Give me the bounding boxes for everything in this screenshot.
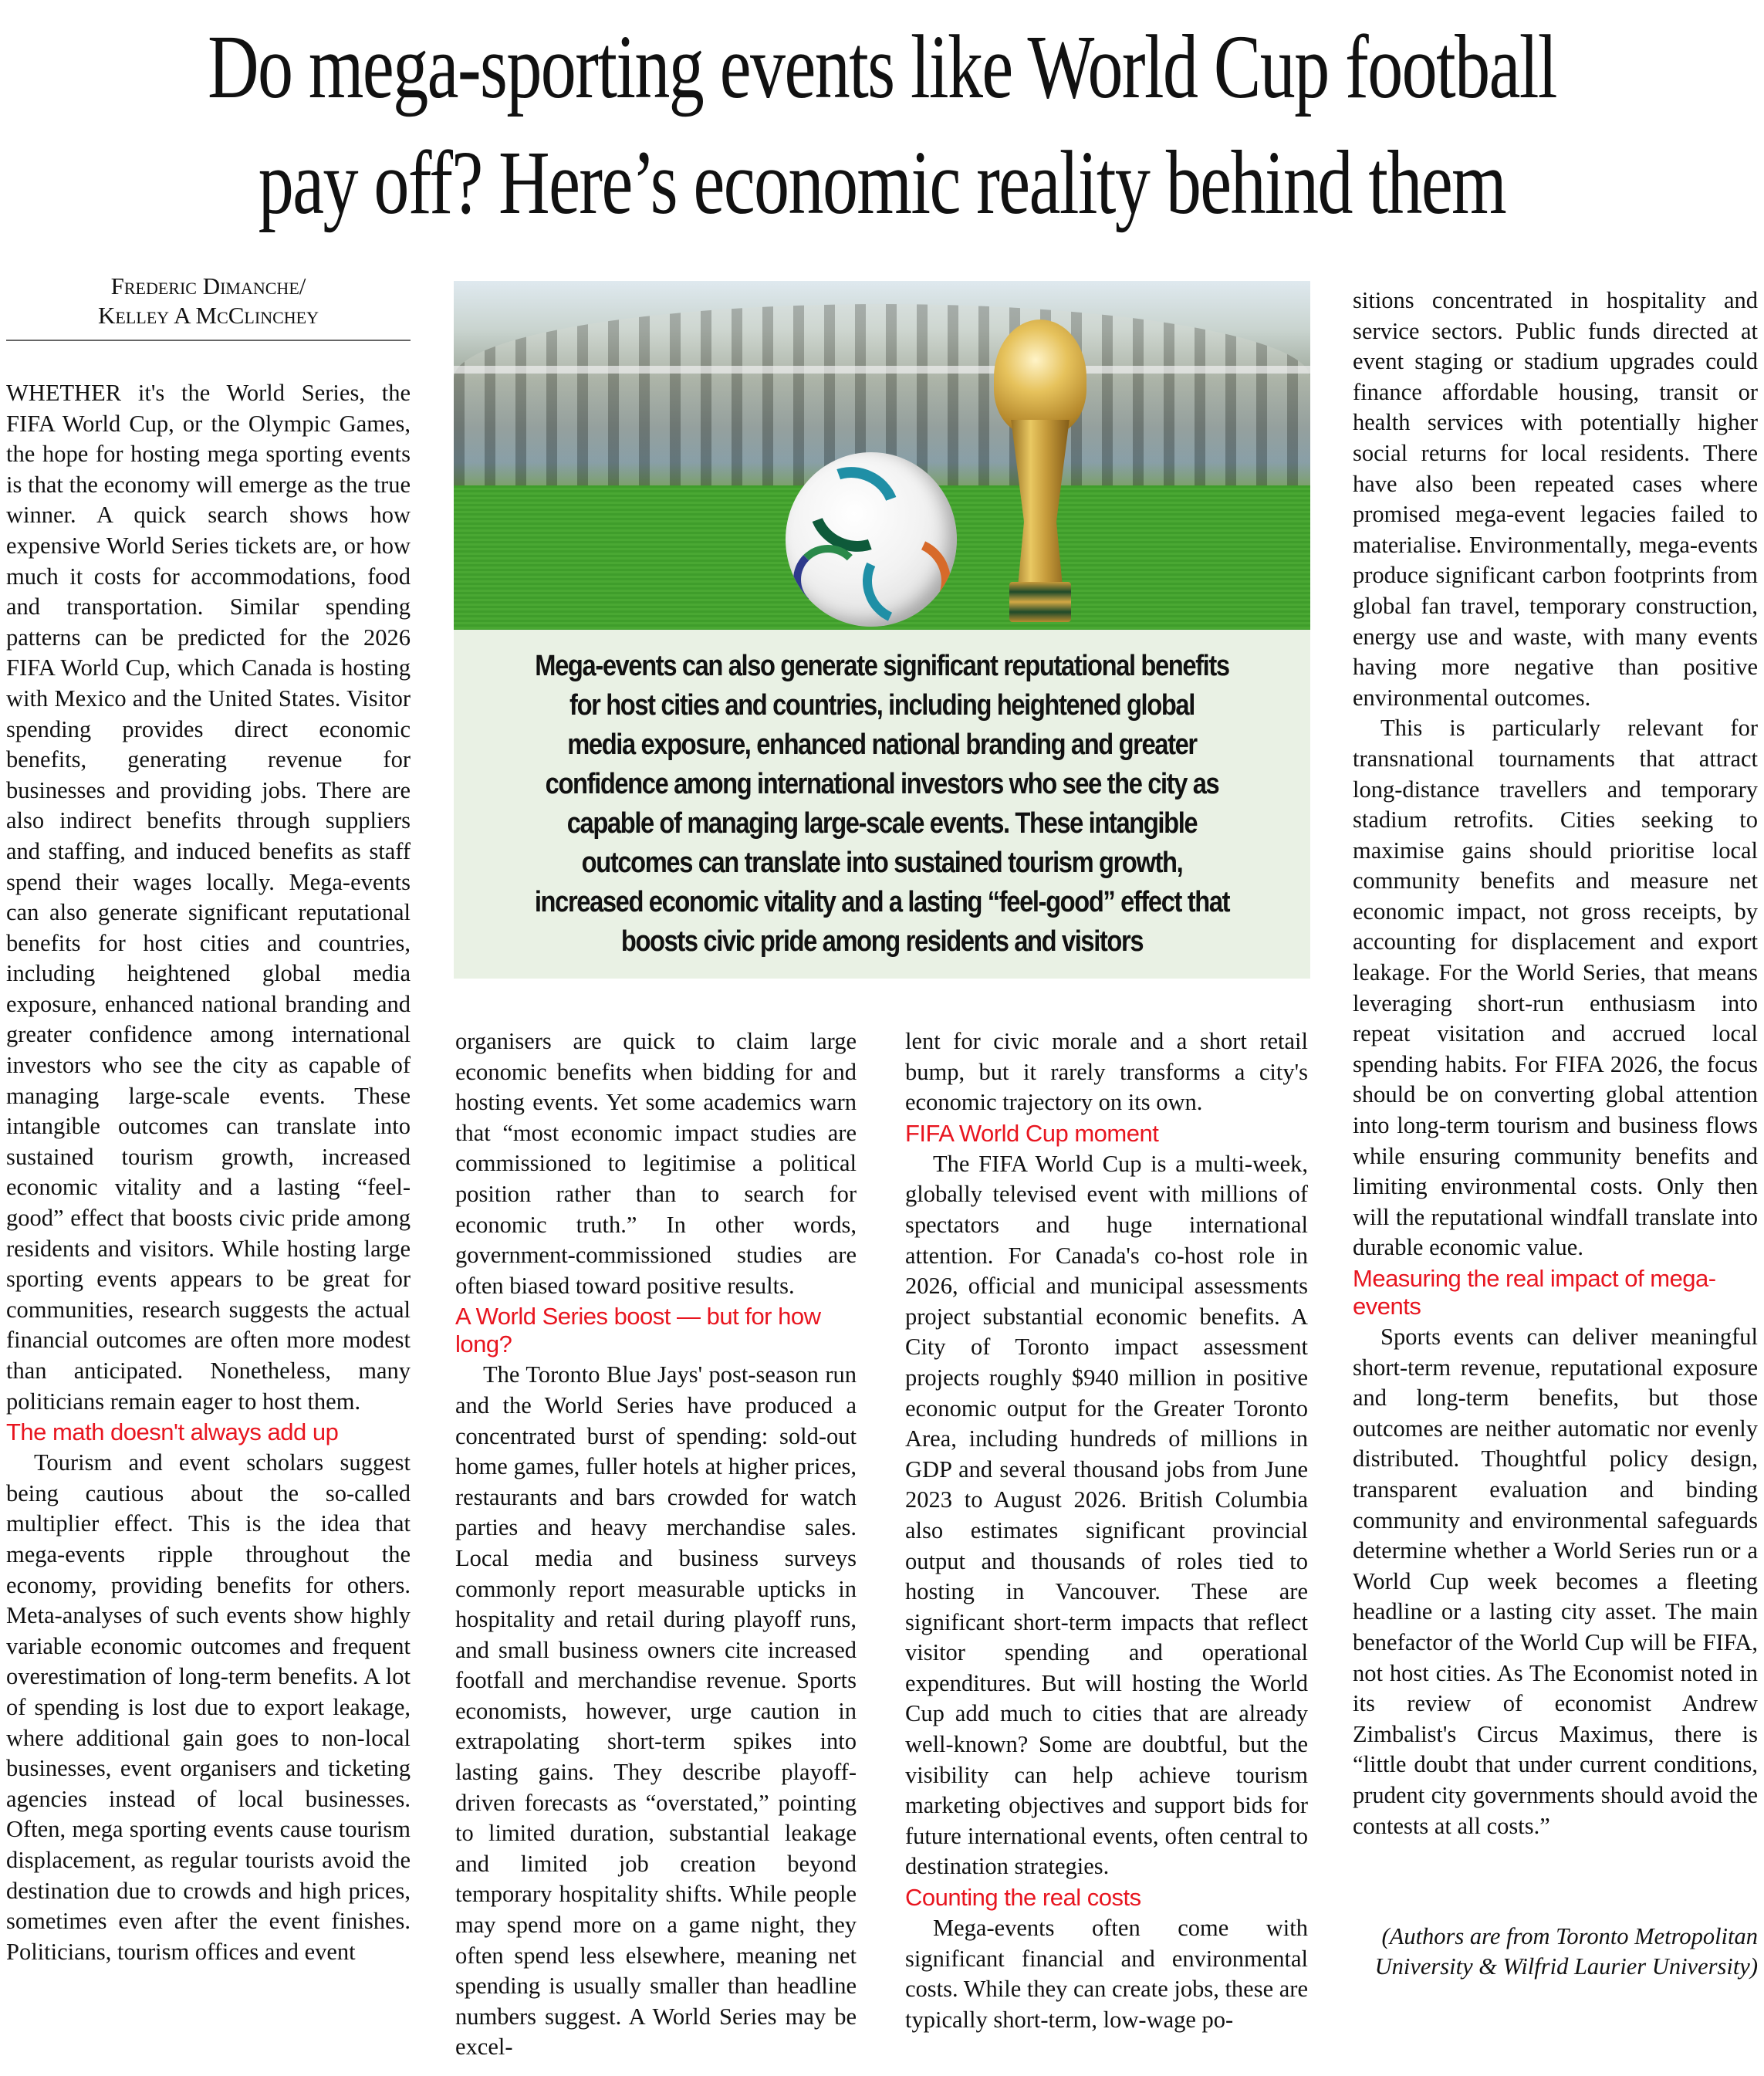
paragraph: This is particularly relevant for transnational tournaments that attract long-distance travellers and temporary stadium retrofits. Cities seeking to maximise gains should prioritise local community benefits and measure net economic impact, not gross receipts, by accounting for displacement and export leakage. For the World Series, that means leveraging short-run enthusiasm into repeat visitation and accrued local spending habits. For FIFA 2026, the focus should be on converting global attention into long-term tourism and business flows while ensuring community benefits and limiting environmental costs. Only then will the reputational windfall translate into durable economic value. [1353, 715, 1758, 1261]
article-photo [454, 281, 1310, 630]
author-note: (Authors are from Toronto Metropolitan University & Wilfrid Laurier University) [1374, 1923, 1758, 1980]
author-1: Frederic Dimanche/ [110, 272, 306, 299]
article-headline [0, 0, 1764, 262]
world-cup-trophy-icon [986, 320, 1094, 628]
subhead-world-series: A World Series boost — but for how long? [455, 1303, 821, 1358]
paragraph: The FIFA World Cup is a multi-week, globally televised event with millions of spectators and huge international attention. For Canada's co-host role in 2026, official and municipal assessments project substantial economic benefits. A City of Toronto impact assessment projects roughly $940 million in positive economic output for the Greater Toronto Area, including hundreds of millions in GDP and several thousand jobs from June 2023 to August 2026. British Columbia also estimates significant provincial output and thousands of roles tied to hosting in Vancouver. These are significant short-term impacts that reflect visitor spending and operational expenditures. But will hosting the World Cup add much to cities that are already well-known? Some are doubtful, but the visibility can help achieve tourism marketing objectives and support bids for future international events, often central to destination strategies. [905, 1150, 1308, 1880]
subhead-math: The math doesn't always add up [6, 1418, 339, 1446]
headline-line-2: pay off? Here’s economic reality behind them [258, 132, 1506, 233]
column-2 [455, 1026, 857, 2063]
football-icon [786, 452, 957, 627]
subhead-costs: Counting the real costs [905, 1884, 1141, 1912]
subhead-fifa: FIFA World Cup moment [905, 1119, 1159, 1147]
column-3 [905, 1026, 1308, 2035]
paragraph: Tourism and event scholars suggest being cautious about the so-called multiplier effect. This is the idea that mega-events ripple throughout the economy, providing benefits for others. Meta-analyses of such events show highly variable economic outcomes and frequent overestimation of long-term benefits. A lot of spending is lost due to export leakage, where additional gain goes to non-local businesses, event organisers and ticketing agencies instead of local businesses. Often, mega sporting events cause tourism displacement, as regular tourists avoid the destination due to crowds and high prices, sometimes even after the event finishes. Politicians, tourism offices and event [6, 1449, 411, 1965]
pull-quote-text: Mega-events can also generate significant reputational benefits for host cities and countries, including heightened global media exposure, enhanced national branding and greater confidence among international investors who see the city as capable of managing large-scale events. These intangible outcomes can translate into sustained tourism growth, increased economic vitality and a lasting “feel-good” effect that boosts civic pride among residents and visitors [534, 650, 1230, 958]
column-1 [6, 378, 411, 1967]
paragraph: The Toronto Blue Jays' post-season run and the World Series have produced a concentrated burst of spending: sold-out home games, fuller hotels at higher prices, restaurants and bars crowded for watch parties and heavy merchandise sales. Local media and business surveys commonly report measurable upticks in hospitality and retail during playoff runs, and small business owners cite increased footfall and merchandise revenue. Sports economists, however, urge caution in extrapolating short-term spikes into lasting gains. They describe playoff-driven forecasts as “overstated,” pointing to limited duration, substantial leakage and limited job creation beyond temporary hospitality shifts. While people may spend more on a game night, they often spend less elsewhere, meaning net spending is usually smaller than headline numbers suggest. A World Series may be excel- [455, 1361, 857, 2061]
subhead-measuring: Measuring the real impact of mega-events [1353, 1265, 1716, 1320]
headline-line-1: Do mega-sporting events like World Cup football [208, 16, 1556, 117]
pull-quote [454, 630, 1310, 979]
paragraph: Mega-events often come with significant financial and environmental costs. While they can create jobs, these are typically short-term, low-wage po- [905, 1915, 1308, 2033]
stadium-roofline [454, 366, 1310, 374]
paragraph: sitions concentrated in hospitality and service sectors. Public funds directed at event staging or stadium upgrades could finance affordable housing, transit or health services with potentially higher social returns for local residents. There have also been repeated cases where promised mega-event legacies failed to materialise. Environmentally, mega-events produce significant carbon footprints from global fan travel, temporary construction, energy use and waste, with many events having more negative than positive environmental outcomes. [1353, 287, 1758, 711]
paragraph: lent for civic morale and a short retail bump, but it rarely transforms a city's economic trajectory on its own. [905, 1028, 1308, 1116]
intro-paragraph: WHETHER it's the World Series, the FIFA World Cup, or the Olympic Games, the hope for hosting mega sporting events is that the economy will emerge as the true winner. A quick search shows how expensive World Series tickets are, or how much it costs for accommodations, food and transportation. Similar spending patterns can be predicted for the 2026 FIFA World Cup, which Canada is hosting with Mexico and the United States. Visitor spending provides direct economic benefits, generating revenue for businesses and providing jobs. There are also indirect benefits through suppliers and staffing, and induced benefits as staff spend their wages locally. Mega-events can also generate significant reputational benefits for host cities and countries, including heightened global media exposure, enhanced national branding and greater confidence among international investors who see the city as capable of managing large-scale events. These intangible outcomes can translate into sustained tourism growth, increased economic vitality and a lasting “feel-good” effect that boosts civic pride among residents and visitors. While hosting large sporting events appears to be great for communities, research suggests the actual financial outcomes are often more modest than anticipated. Nonetheless, many politicians remain eager to host them. [6, 380, 411, 1415]
paragraph: organisers are quick to claim large economic benefits when bidding for and hosting events. Yet some academics warn that “most economic impact studies are commissioned to legitimise a political position rather than to search for economic truth.” In other words, government-commissioned studies are often biased toward positive results. [455, 1028, 857, 1299]
column-4 [1353, 286, 1758, 1841]
byline [6, 272, 411, 341]
paragraph: Sports events can deliver meaningful short-term revenue, reputational exposure and long-term benefits, but those outcomes are neither automatic nor evenly distributed. Thoughtful policy design, transparent evaluation and binding community and environmental safeguards determine whether a World Series run or a World Cup week becomes a fleeting headline or a lasting city asset. The main benefactor of the World Cup will be FIFA, not host cities. As The Economist noted in its review of economist Andrew Zimbalist's Circus Maximus, there is “little doubt that under current conditions, prudent city governments should avoid the contests at all costs.” [1353, 1324, 1758, 1839]
author-2: Kelley A McClinchey [98, 302, 319, 329]
